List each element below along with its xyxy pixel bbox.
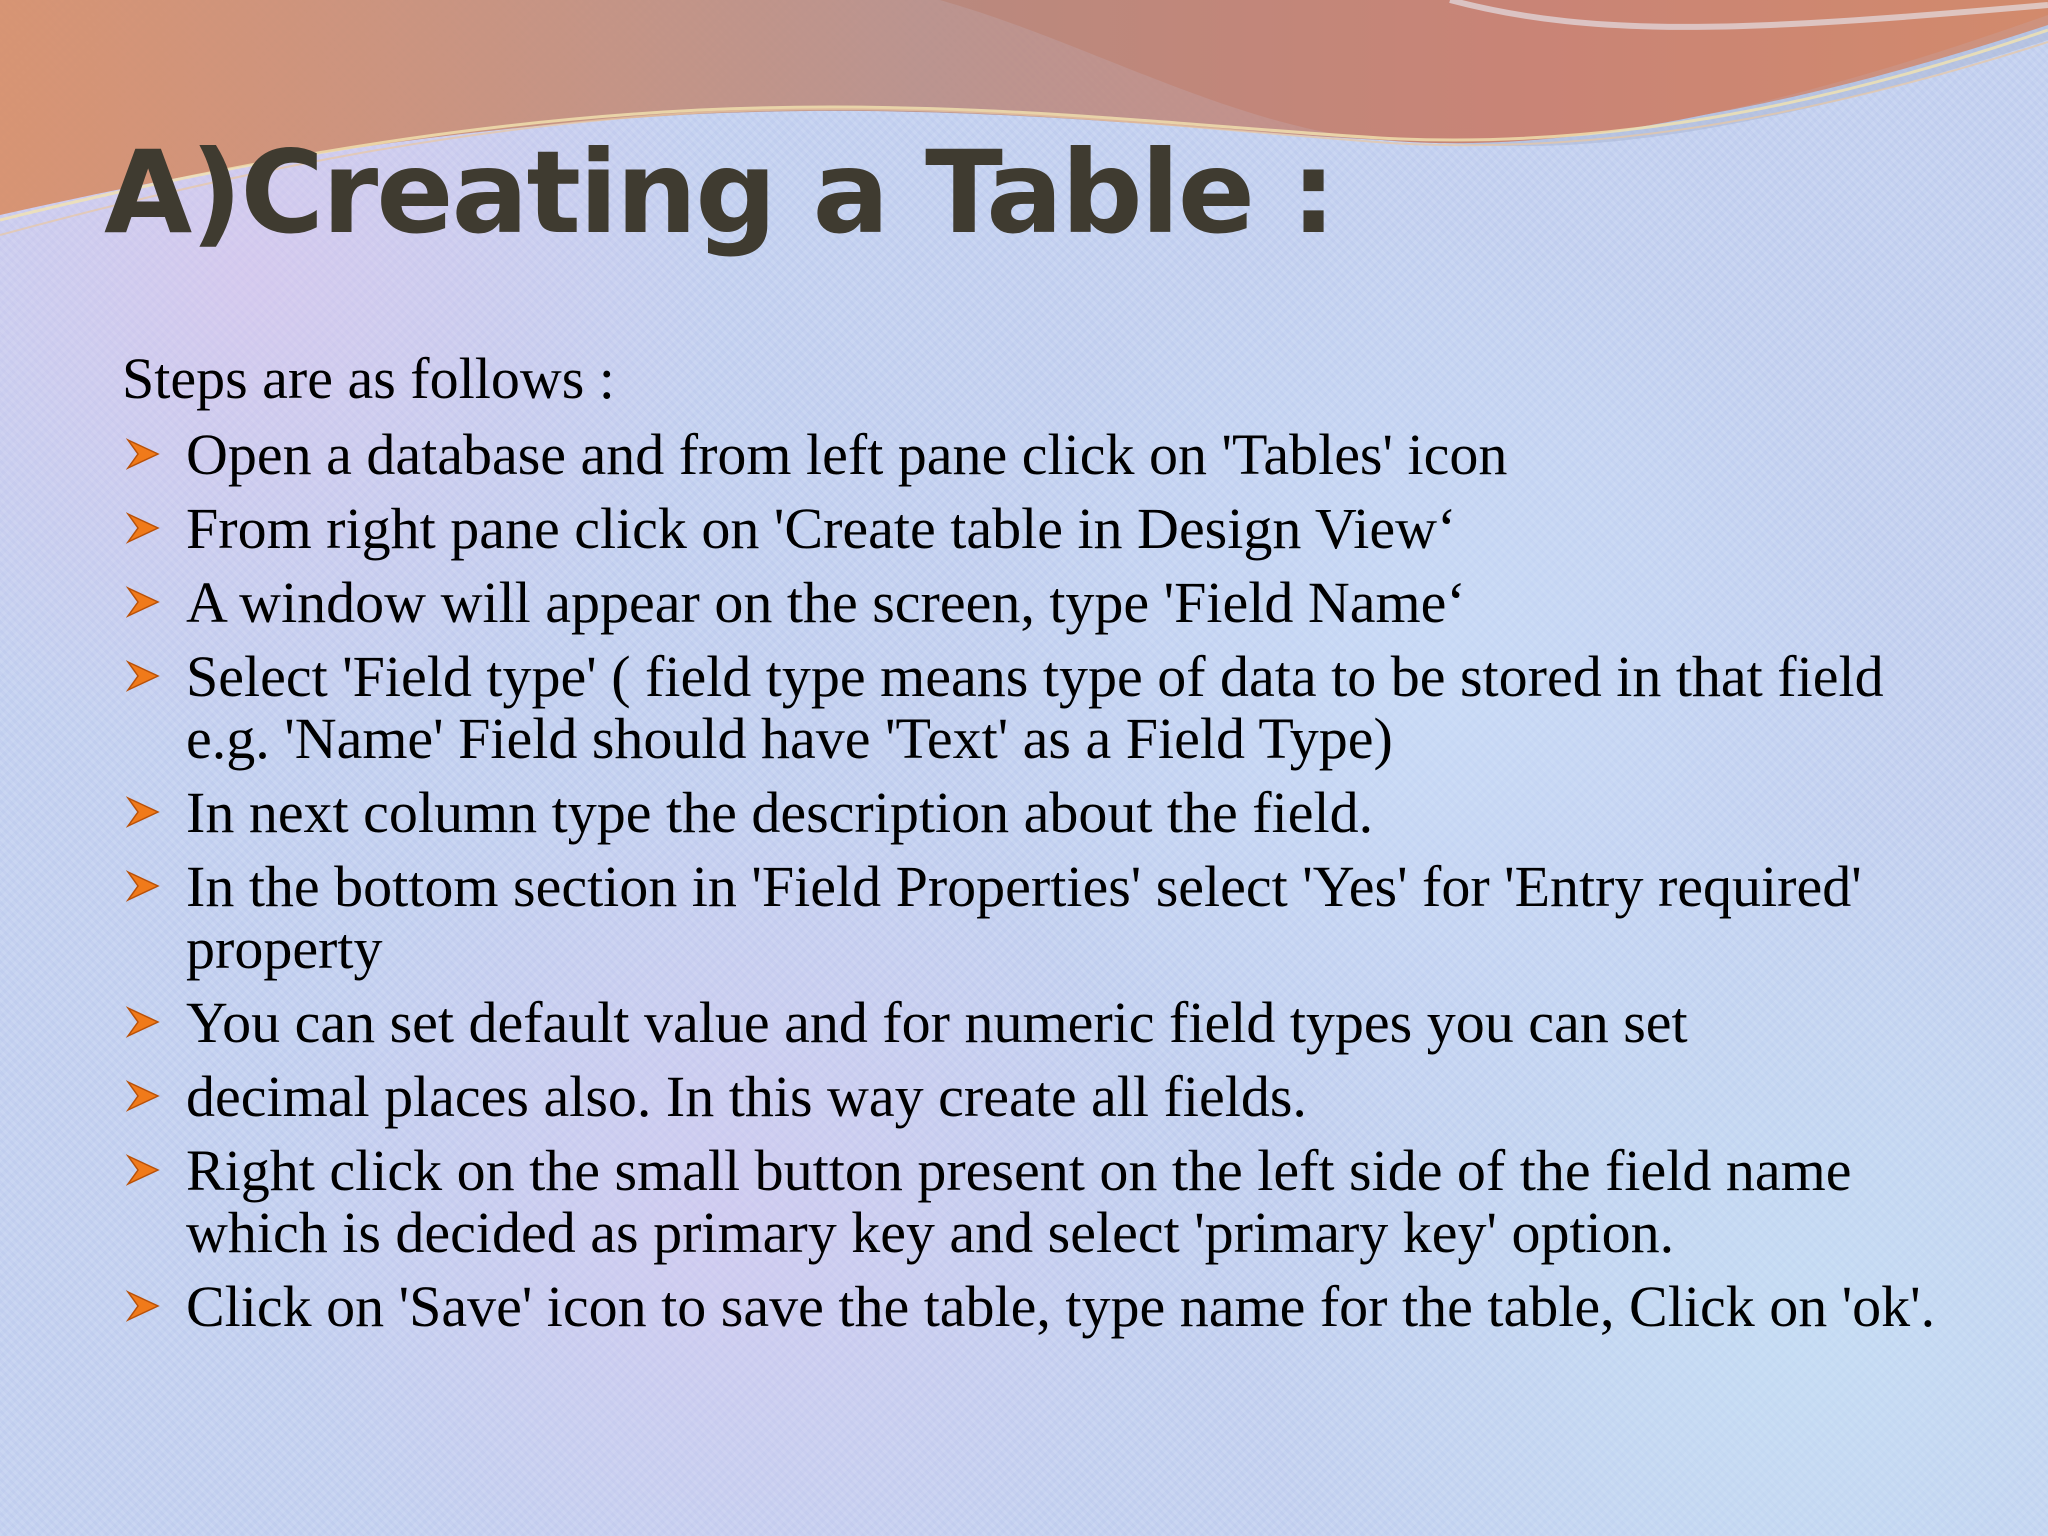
step-item <box>122 1276 1972 1338</box>
arrowhead-bullet-icon <box>126 512 160 544</box>
step-text: Select 'Field type' ( field type means type of data to be stored in that field e.g. 'Name' Field should have 'Text' as a Field Type) <box>186 644 1884 771</box>
step-text: Click on 'Save' icon to save the table, type name for the table, Click on 'ok'. <box>186 1274 1936 1339</box>
steps-intro: Steps are as follows : <box>122 346 615 411</box>
arrowhead-bullet-icon <box>126 1080 160 1112</box>
step-text: You can set default value and for numeric field types you can set <box>186 990 1688 1055</box>
step-item <box>122 1066 1972 1128</box>
arrowhead-bullet-icon <box>126 870 160 902</box>
step-text: From right pane click on 'Create table in Design View‘ <box>186 496 1457 561</box>
step-item <box>122 572 1972 634</box>
step-item <box>122 498 1972 560</box>
slide-content <box>122 348 1972 1350</box>
step-item <box>122 424 1972 486</box>
arrowhead-bullet-icon <box>126 1290 160 1322</box>
arrowhead-bullet-icon <box>126 438 160 470</box>
step-item <box>122 856 1972 980</box>
step-item <box>122 992 1972 1054</box>
step-text: Right click on the small button present on the left side of the field name which is decided as primary key and select 'primary key' option. <box>186 1138 1852 1265</box>
step-text: A window will appear on the screen, type 'Field Name‘ <box>186 570 1466 635</box>
step-text: decimal places also. In this way create all fields. <box>186 1064 1307 1129</box>
step-text: In the bottom section in 'Field Properties' select 'Yes' for 'Entry required' property <box>186 854 1862 981</box>
step-text: In next column type the description about the field. <box>186 780 1374 845</box>
arrowhead-bullet-icon <box>126 1154 160 1186</box>
arrowhead-bullet-icon <box>126 660 160 692</box>
step-item <box>122 782 1972 844</box>
steps-list <box>122 424 1972 1338</box>
slide-title: A)Creating a Table : <box>104 126 1335 259</box>
arrowhead-bullet-icon <box>126 586 160 618</box>
step-item <box>122 646 1972 770</box>
arrowhead-bullet-icon <box>126 1006 160 1038</box>
step-item <box>122 1140 1972 1264</box>
step-text: Open a database and from left pane click on 'Tables' icon <box>186 422 1508 487</box>
arrowhead-bullet-icon <box>126 796 160 828</box>
